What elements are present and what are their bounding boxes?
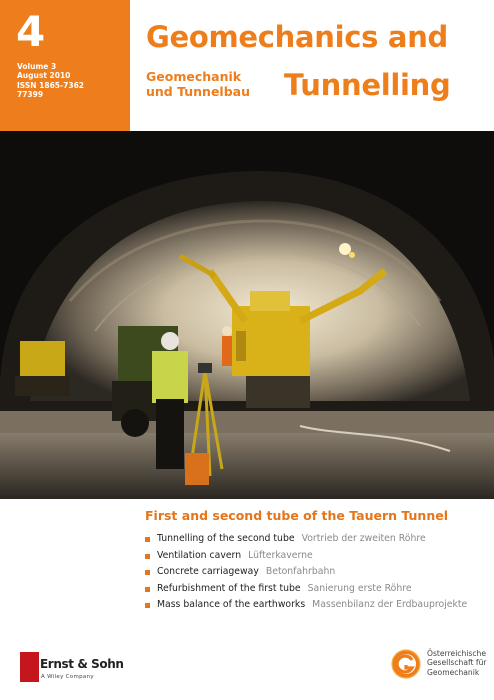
- issue-headline: First and second tube of the Tauern Tunnel: [145, 508, 448, 523]
- contents-item: [145, 548, 467, 565]
- society-logo-icon: [390, 648, 422, 680]
- issue-volume: Volume 3: [17, 62, 57, 71]
- issue-number: 4: [16, 7, 46, 56]
- contents-item-de: Massenbilanz der Erdbauprojekte: [312, 599, 468, 610]
- bullet-icon: [145, 587, 150, 592]
- contents-item-de: Vortrieb der zweiten Röhre: [301, 533, 426, 544]
- journal-title-line1: Geomechanics and: [146, 20, 448, 54]
- issue-meta: [17, 62, 84, 99]
- bullet-icon: [145, 603, 150, 608]
- contents-item-de: Lüfterkaverne: [248, 549, 313, 561]
- journal-subtitle: [146, 69, 250, 99]
- society-name-line3: Geomechanik: [427, 667, 480, 677]
- society-name-line1: Österreichische: [427, 649, 487, 658]
- issue-info-box: [0, 0, 130, 131]
- contents-item-en: Tunnelling of the second tube: [157, 533, 295, 544]
- journal-title-line2: Tunnelling: [284, 68, 451, 102]
- bullet-icon: [145, 554, 150, 559]
- publisher-name: Ernst & Sohn: [40, 657, 124, 671]
- contents-item-en: Ventilation cavern: [157, 549, 242, 561]
- contents-item-de: Betonfahrbahn: [265, 566, 336, 577]
- contents-item-en: Mass balance of the earthworks: [157, 599, 306, 610]
- journal-subtitle-line1: Geomechanik: [146, 69, 242, 84]
- issue-code: 77399: [17, 89, 44, 99]
- contents-item-en: Concrete carriageway: [157, 566, 259, 577]
- bullet-icon: [145, 570, 150, 575]
- tunnel-photo: [0, 131, 494, 499]
- contents-item: [145, 597, 467, 614]
- contents-item-en: Refurbishment of the first tube: [157, 582, 301, 594]
- contents-item-de: Sanierung erste Röhre: [307, 582, 412, 594]
- society-name-line2: Gesellschaft für: [427, 658, 487, 668]
- publisher-tagline: A Wiley Company: [41, 674, 94, 680]
- journal-subtitle-line2: und Tunnelbau: [146, 84, 250, 99]
- contents-list: [145, 531, 467, 614]
- contents-item: [145, 564, 467, 581]
- issue-date: August 2010: [17, 71, 71, 81]
- issue-issn: ISSN 1865-7362: [17, 80, 85, 90]
- contents-item: [145, 581, 467, 598]
- publisher-mark-icon: [20, 652, 39, 682]
- tunnel-illustration: [0, 131, 494, 499]
- society-name: [427, 649, 487, 677]
- publisher-logo: [20, 652, 124, 688]
- contents-item: [145, 531, 467, 548]
- bullet-icon: [145, 537, 150, 542]
